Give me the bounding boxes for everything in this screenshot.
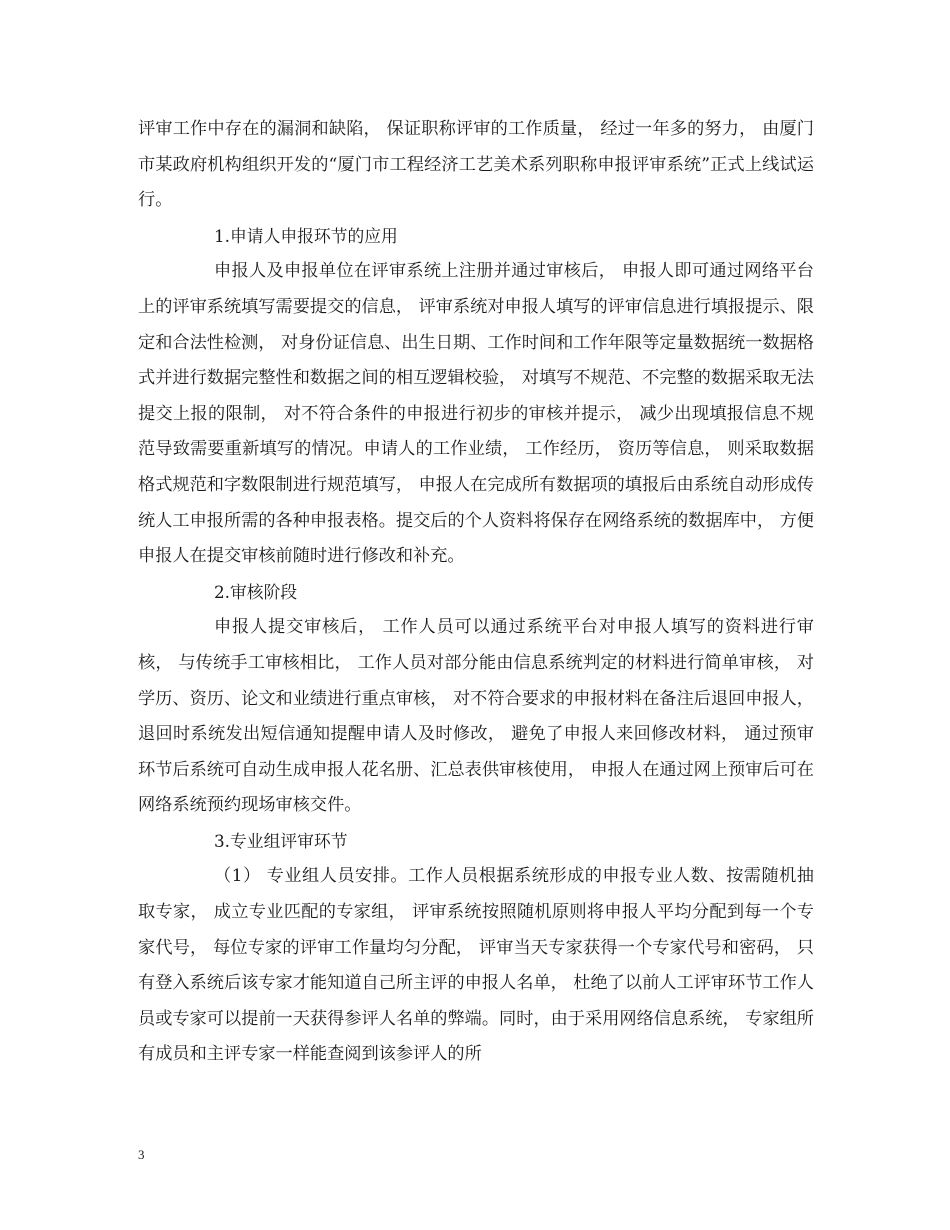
section-heading-3: 3.专业组评审环节 [214,830,348,851]
paragraph-section-3: （1） 专业组人员安排。工作人员根据系统形成的申报专业人数、按需随机抽取专家， 成立专业匹配的专家组， 评审系统按照随机原则将申报人平均分配到每一个专家代号， 每位专家的评审工作量均匀分配， 评审当天专家获得一个专家代号和密码， 只有登入系统后该专家才能知道自己所主评的申报人名单， 杜绝了以前人工评审环节工作人员或专家可以提前一天获得参评人名单的弊端。同时，由于采用网络信息系统， 专家组所有成员和主评专家一样能查阅到该参评人的所 [138,866,814,1065]
document-body [138,112,814,1073]
page-number: 3 [138,1147,145,1162]
section-heading-1: 1.申请人申报环节的应用 [214,225,398,246]
section-heading-2: 2.审核阶段 [214,581,298,602]
paragraph-section-1: 申报人及申报单位在评审系统上注册并通过审核后， 申报人即可通过网络平台上的评审系统填写需要提交的信息， 评审系统对申报人填写的评审信息进行填报提示、限定和合法性检测， 对身份证信息、出生日期、工作时间和工作年限等定量数据统一数据格式并进行数据完整性和数据之间的相互逻辑校验， 对填写不规范、不完整的数据采取无法提交上报的限制， 对不符合条件的申报进行初步的审核并提示， 减少出现填报信息不规范导致需要重新填写的情况。申请人的工作业绩， 工作经历， 资历等信息， 则采取数据格式规范和字数限制进行规范填写， 申报人在完成所有数据项的填报后由系统自动形成传统人工申报所需的各种申报表格。提交后的个人资料将保存在网络系统的数据库中， 方便申报人在提交审核前随时进行修改和补充。 [138,261,814,567]
paragraph-intro: 评审工作中存在的漏洞和缺陷， 保证职称评审的工作质量， 经过一年多的努力， 由厦门市某政府机构组织开发的“厦门市工程经济工艺美术系列职称申报评审系统”正式上线试运行。 [138,119,814,211]
paragraph-section-2: 申报人提交审核后， 工作人员可以通过系统平台对申报人填写的资料进行审核， 与传统手工审核相比， 工作人员对部分能由信息系统判定的材料进行简单审核， 对学历、资历、论文和业绩进行重点审核， 对不符合要求的申报材料在备注后退回申报人， 退回时系统发出短信通知提醒申请人及时修改， 避免了申报人来回修改材料， 通过预审环节后系统可自动生成申报人花名册、汇总表供审核使用， 申报人在通过网上预审后可在网络系统预约现场审核交件。 [138,617,814,816]
